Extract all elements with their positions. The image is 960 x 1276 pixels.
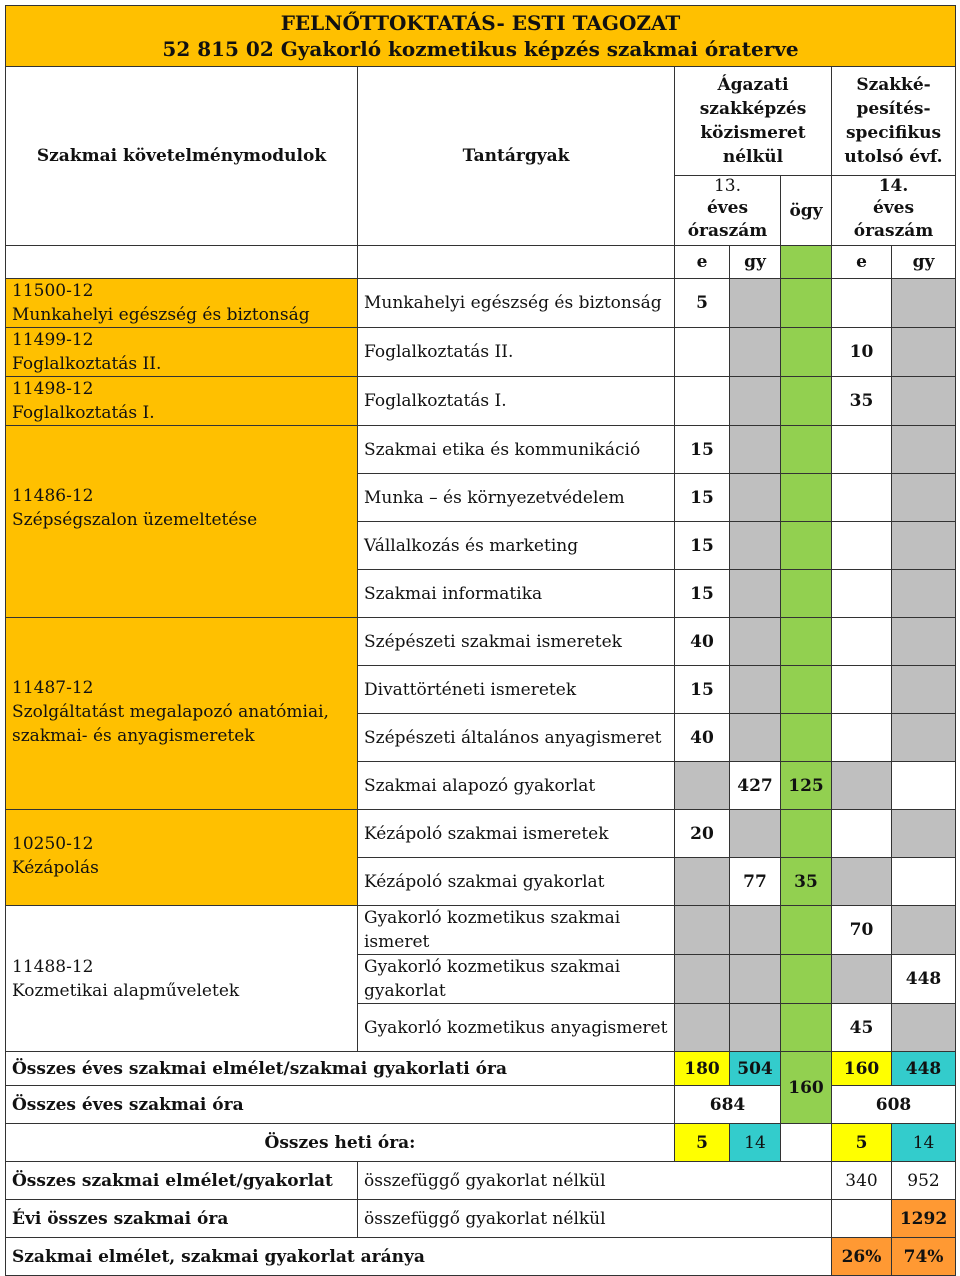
- table-cell: [781, 328, 832, 377]
- table-cell: [832, 279, 892, 328]
- year13-label: 13.: [675, 176, 781, 196]
- subject-name: Munka – és környezetvédelem: [358, 474, 675, 522]
- module-name: Munkahelyi egészség és biztonság: [12, 305, 310, 325]
- table-cell: [730, 618, 781, 666]
- table-cell: [675, 762, 730, 810]
- table-cell: [781, 1124, 832, 1162]
- page-title: [6, 6, 956, 67]
- subject-name: Divattörténeti ismeretek: [358, 666, 675, 714]
- table-cell: [781, 377, 832, 426]
- module-code: 11487-12: [12, 678, 94, 698]
- module-11488: [6, 906, 358, 1052]
- curriculum-table: [5, 5, 956, 1276]
- table-cell: [675, 377, 730, 426]
- table-cell: [730, 906, 781, 955]
- year14-label: 14.: [832, 176, 956, 196]
- all-practice: 952: [892, 1162, 956, 1200]
- weekly-gy14: 14: [892, 1124, 956, 1162]
- table-cell: [730, 328, 781, 377]
- subject-name: Szakmai alapozó gyakorlat: [358, 762, 675, 810]
- table-cell: [781, 714, 832, 762]
- gy13-value: 77: [730, 858, 781, 906]
- table-cell: [892, 858, 956, 906]
- module-code: 11500-12: [12, 281, 94, 301]
- total-e13: 180: [675, 1052, 730, 1086]
- table-cell: [781, 618, 832, 666]
- e13-value: 15: [675, 570, 730, 618]
- module-11500: [6, 279, 358, 328]
- table-cell: [730, 714, 781, 762]
- table-cell: [832, 714, 892, 762]
- module-name: Foglalkoztatás II.: [12, 354, 162, 374]
- table-cell: [832, 810, 892, 858]
- table-cell: [781, 474, 832, 522]
- table-cell: [892, 522, 956, 570]
- table-cell: [675, 906, 730, 955]
- module-code: 11498-12: [12, 379, 94, 399]
- table-cell: [730, 666, 781, 714]
- e13-value: 20: [675, 810, 730, 858]
- table-cell: [832, 570, 892, 618]
- module-11498: [6, 377, 358, 426]
- weekly-e14: 5: [832, 1124, 892, 1162]
- total-e14: 160: [832, 1052, 892, 1086]
- table-cell: [832, 522, 892, 570]
- ogy-value: 125: [781, 762, 832, 810]
- table-cell: [892, 279, 956, 328]
- table-cell: [781, 570, 832, 618]
- table-cell: [781, 666, 832, 714]
- title-line2: 52 815 02 Gyakorló kozmetikus képzés szakmai óraterve: [162, 37, 799, 61]
- ogy-header: ögy: [781, 176, 832, 246]
- subject-name: Gyakorló kozmetikus anyagismeret: [358, 1004, 675, 1052]
- title-line1: FELNŐTTOKTATÁS- ESTI TAGOZAT: [280, 11, 681, 35]
- e14-value: 10: [832, 328, 892, 377]
- table-cell: [781, 426, 832, 474]
- total-ogy: 160: [781, 1052, 832, 1124]
- table-cell: [781, 522, 832, 570]
- table-cell: [675, 1004, 730, 1052]
- specific-header: Szakké-pesítés-specifikus utolsó évf.: [832, 67, 956, 176]
- table-cell: [730, 955, 781, 1004]
- annual-hours-13: éves óraszám: [675, 196, 781, 246]
- table-cell: [832, 618, 892, 666]
- col-e-14: e: [832, 246, 892, 279]
- annual-theory-practice-label: Összes éves szakmai elmélet/szakmai gyakorlati óra: [6, 1052, 675, 1086]
- weekly-e13: 5: [675, 1124, 730, 1162]
- modules-header: Szakmai követelménymodulok: [6, 67, 358, 246]
- table-cell: [892, 377, 956, 426]
- table-cell: [832, 666, 892, 714]
- module-10250: [6, 810, 358, 906]
- without-practice-note-2: összefüggő gyakorlat nélkül: [358, 1200, 832, 1238]
- subject-name: Vállalkozás és marketing: [358, 522, 675, 570]
- table-cell: [358, 246, 675, 279]
- module-11487: [6, 618, 358, 810]
- yearly-total-label: Évi összes szakmai óra: [6, 1200, 358, 1238]
- annual-total-13: 684: [675, 1086, 781, 1124]
- table-cell: [832, 1200, 892, 1238]
- subject-name: Gyakorló kozmetikus szakmai ismeret: [358, 906, 675, 955]
- weekly-label: Összes heti óra:: [6, 1124, 675, 1162]
- table-cell: [832, 858, 892, 906]
- col-gy-13: gy: [730, 246, 781, 279]
- table-cell: [730, 377, 781, 426]
- ratio-label: Szakmai elmélet, szakmai gyakorlat aránya: [6, 1238, 832, 1276]
- table-cell: [730, 279, 781, 328]
- table-cell: [730, 1004, 781, 1052]
- module-name: Kézápolás: [12, 858, 99, 878]
- module-code: 11486-12: [12, 486, 94, 506]
- table-cell: [730, 426, 781, 474]
- subject-name: Gyakorló kozmetikus szakmai gyakorlat: [358, 955, 675, 1004]
- e13-value: 15: [675, 474, 730, 522]
- subject-name: Szépészeti szakmai ismeretek: [358, 618, 675, 666]
- ratio-practice: 74%: [892, 1238, 956, 1276]
- table-cell: [892, 810, 956, 858]
- gy14-value: 448: [892, 955, 956, 1004]
- subjects-header: Tantárgyak: [358, 67, 675, 246]
- subject-name: Kézápoló szakmai ismeretek: [358, 810, 675, 858]
- subject-name: Szakmai etika és kommunikáció: [358, 426, 675, 474]
- table-cell: [675, 955, 730, 1004]
- table-cell: [892, 570, 956, 618]
- annual-total-14: 608: [832, 1086, 956, 1124]
- e13-value: 40: [675, 714, 730, 762]
- table-cell: [730, 570, 781, 618]
- e14-value: 70: [832, 906, 892, 955]
- subject-name: Munkahelyi egészség és biztonság: [358, 279, 675, 328]
- subject-name: Foglalkoztatás II.: [358, 328, 675, 377]
- col-gy-14: gy: [892, 246, 956, 279]
- module-name: Foglalkoztatás I.: [12, 403, 155, 423]
- module-name: Szolgáltatást megalapozó anatómiai, szakmai- és anyagismeretek: [12, 702, 329, 746]
- all-theory: 340: [832, 1162, 892, 1200]
- gy13-value: 427: [730, 762, 781, 810]
- table-cell: [832, 762, 892, 810]
- subject-name: Szakmai informatika: [358, 570, 675, 618]
- table-cell: [675, 858, 730, 906]
- table-cell: [892, 474, 956, 522]
- table-cell: [781, 810, 832, 858]
- module-code: 11499-12: [12, 330, 94, 350]
- ogy-cell: [781, 246, 832, 279]
- e13-value: 15: [675, 666, 730, 714]
- table-cell: [730, 474, 781, 522]
- ogy-value: 35: [781, 858, 832, 906]
- ratio-theory: 26%: [832, 1238, 892, 1276]
- table-cell: [892, 426, 956, 474]
- without-practice-note: összefüggő gyakorlat nélkül: [358, 1162, 832, 1200]
- table-cell: [892, 618, 956, 666]
- table-cell: [781, 906, 832, 955]
- table-cell: [892, 714, 956, 762]
- e13-value: 5: [675, 279, 730, 328]
- weekly-gy13: 14: [730, 1124, 781, 1162]
- table-cell: [832, 426, 892, 474]
- module-11499: [6, 328, 358, 377]
- table-cell: [892, 762, 956, 810]
- total-gy13: 504: [730, 1052, 781, 1086]
- module-name: Szépségszalon üzemeltetése: [12, 510, 258, 530]
- total-gy14: 448: [892, 1052, 956, 1086]
- e13-value: 15: [675, 522, 730, 570]
- e13-value: 15: [675, 426, 730, 474]
- subject-name: Foglalkoztatás I.: [358, 377, 675, 426]
- module-name: Kozmetikai alapműveletek: [12, 980, 240, 1001]
- e14-value: 35: [832, 377, 892, 426]
- table-cell: [781, 1004, 832, 1052]
- yearly-total: 1292: [892, 1200, 956, 1238]
- annual-hours-14: éves óraszám: [832, 196, 956, 246]
- table-cell: [730, 522, 781, 570]
- table-cell: [892, 906, 956, 955]
- annual-total-label: Összes éves szakmai óra: [6, 1086, 675, 1124]
- table-cell: [832, 955, 892, 1004]
- sector-header: Ágazati szakképzés közismeret nélkül: [675, 67, 832, 176]
- subject-name: Szépészeti általános anyagismeret: [358, 714, 675, 762]
- col-e-13: e: [675, 246, 730, 279]
- table-cell: [675, 328, 730, 377]
- e13-value: 40: [675, 618, 730, 666]
- table-cell: [892, 666, 956, 714]
- table-cell: [6, 246, 358, 279]
- subject-name: Kézápoló szakmai gyakorlat: [358, 858, 675, 906]
- table-cell: [892, 328, 956, 377]
- all-theory-practice-label: Összes szakmai elmélet/gyakorlat: [6, 1162, 358, 1200]
- table-cell: [730, 810, 781, 858]
- module-code: 10250-12: [12, 834, 94, 854]
- table-cell: [781, 279, 832, 328]
- table-cell: [781, 955, 832, 1004]
- module-code: 11488-12: [12, 956, 94, 977]
- table-cell: [832, 474, 892, 522]
- table-cell: [892, 1004, 956, 1052]
- module-11486: [6, 426, 358, 618]
- e14-value: 45: [832, 1004, 892, 1052]
